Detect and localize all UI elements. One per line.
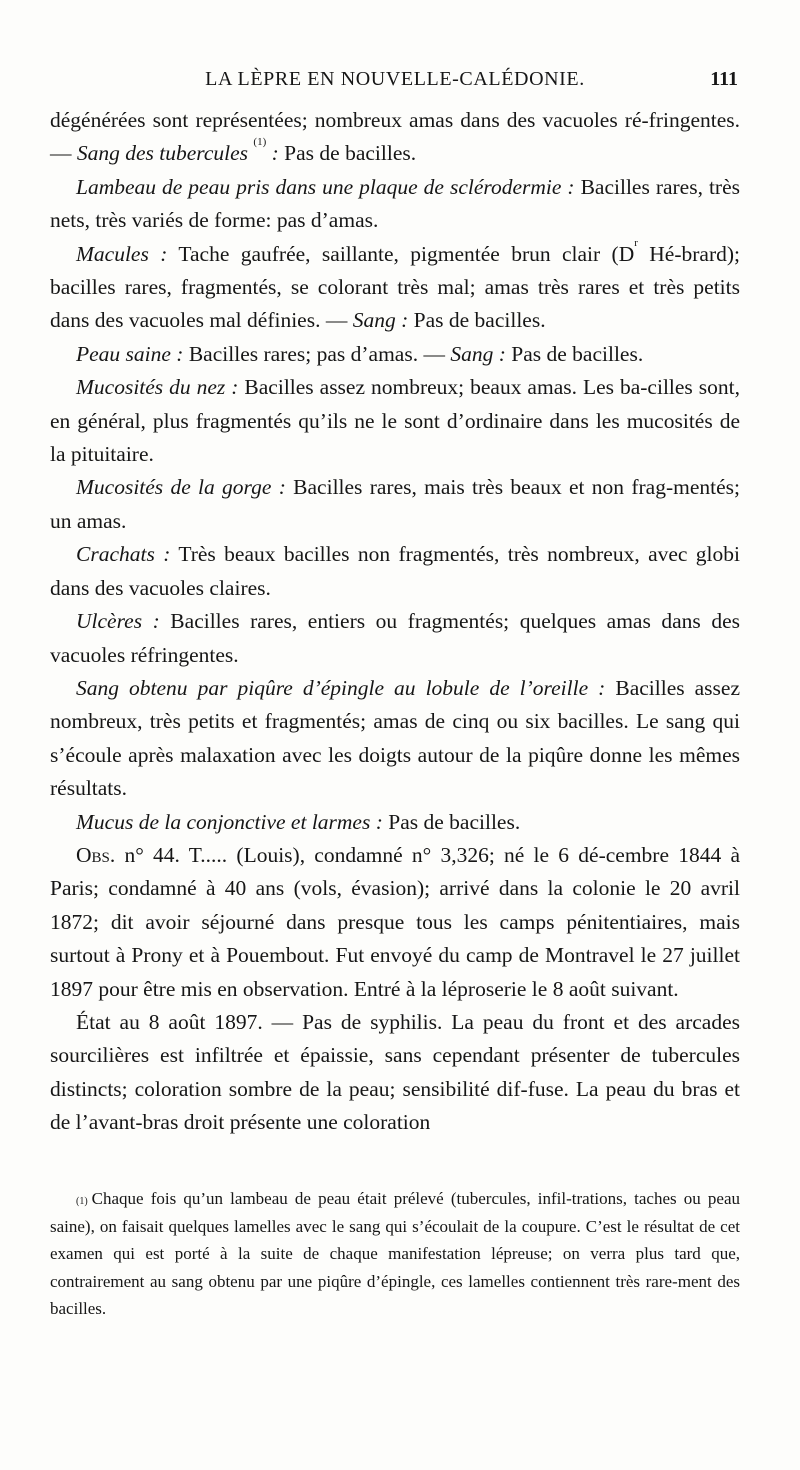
running-header xyxy=(50,66,740,96)
text-run: Obs. xyxy=(76,842,116,867)
italic-run: Mucosités de la gorge : xyxy=(76,475,286,500)
italic-run: Ulcères : xyxy=(76,609,160,634)
italic-run: Lambeau de peau pris dans une plaque de sclérodermie : xyxy=(76,174,575,199)
paragraph-p2 xyxy=(50,171,740,238)
footnote xyxy=(50,1185,740,1323)
text-run: Bacilles rares, entiers ou fragmentés; quelques amas dans des vacuoles réfringentes. xyxy=(50,609,740,667)
body-text xyxy=(50,104,740,1140)
page-number: 111 xyxy=(710,68,738,90)
paragraph-p1 xyxy=(50,104,740,171)
paragraph-p4 xyxy=(50,338,740,371)
italic-run: Crachats : xyxy=(76,542,171,567)
text-run: n° 44. T..... (Louis), condamné n° 3,326; né le 6 dé-cembre 1844 à Paris; condamné à 40 ans (vols, évasion); arrivé dans la colonie le 20 avril 1872; dit avoir séjourné dans presque tous les camps pénitentiaires, mais surtout à Prony et à Pouembout. Fut envoyé du camp de Montravel le 27 juillet 1897 pour être mis en observation. Entré à la léproserie le 8 août suivant. xyxy=(50,842,740,1001)
text-run: Bacilles rares; pas d’amas. — xyxy=(183,341,451,366)
superscript: r xyxy=(634,236,638,249)
italic-run: Sang : xyxy=(450,341,506,366)
text-run: Hé-brard); bacilles rares, fragmentés, se colorant très mal; amas très rares et très petits dans des vacuoles mal définies. — xyxy=(50,241,740,333)
footnotes xyxy=(50,1185,740,1323)
text-run: Bacilles rares, très nets, très variés de forme: pas d’amas. xyxy=(50,174,740,233)
text-run: Bacilles rares, mais très beaux et non frag-mentés; un amas. xyxy=(50,475,740,533)
text-run: dégénérées sont représentées; nombreux amas dans des vacuoles ré-fringentes. — xyxy=(50,108,740,166)
italic-run: : xyxy=(266,141,285,166)
paragraph-p12 xyxy=(50,1006,740,1140)
paragraph-p3 xyxy=(50,238,740,338)
italic-run: Sang des tubercules xyxy=(76,141,249,166)
text-run: Bacilles assez nombreux, très petits et fragmentés; amas de cinq ou six bacilles. Le sang qui s’écoule après malaxation avec les doigts autour de la piqûre donne les mêmes résultats. xyxy=(50,675,741,801)
footnote-mark: (1) xyxy=(76,1196,88,1207)
paragraph-p5 xyxy=(50,371,740,471)
paragraph-p9 xyxy=(50,672,740,806)
paragraph-p10 xyxy=(50,806,740,839)
text-run: Pas de bacilles. xyxy=(284,141,417,166)
italic-run: Sang : xyxy=(352,308,409,333)
text-run: État au 8 août 1897. — Pas de syphilis. La peau du front et des arcades sourcilières est infiltrée et épaissie, sans cependant présenter de tubercules distincts; coloration sombre de la peau; sensibilité dif-fuse. La peau du bras et de l’avant-bras droit présente une coloration xyxy=(50,1009,740,1135)
footnote-text: Chaque fois qu’un lambeau de peau était prélevé (tubercules, infil-trations, taches ou peau saine), on faisait quelques lamelles avec le sang qui s’écoulait de la coupure. C’est le résultat de cet examen qui est porté à la suite de chaque manifestation lépreuse; on verra plus tard que, contrairement au sang obtenu par une piqûre d’épingle, ces lamelles contiennent très rare-ment des bacilles. xyxy=(50,1189,740,1318)
paragraph-p7 xyxy=(50,538,740,605)
text-run: Très beaux bacilles non fragmentés, très nombreux, avec globi dans des vacuoles claires. xyxy=(50,542,741,600)
running-title: LA LÈPRE EN NOUVELLE-CALÉDONIE. xyxy=(205,68,585,90)
paragraph-p8 xyxy=(50,605,740,672)
text-run: Pas de bacilles. xyxy=(382,809,521,834)
text-run: Pas de bacilles. xyxy=(505,341,644,366)
text-run: Pas de bacilles. xyxy=(408,308,546,333)
italic-run: Mucus de la conjonctive et larmes : xyxy=(76,809,383,834)
superscript: (1) xyxy=(253,136,267,149)
italic-run: Macules : xyxy=(76,241,168,266)
italic-run: Mucosités du nez : xyxy=(76,375,239,400)
text-run: Bacilles assez nombreux; beaux amas. Les ba-cilles sont, en général, plus fragmentés qu’ils ne le sont d’ordinaire dans les mucosités de la pituitaire. xyxy=(50,375,740,467)
text-run: Tache gaufrée, saillante, pigmentée brun clair (D xyxy=(167,241,635,266)
italic-run: Peau saine : xyxy=(76,341,184,366)
italic-run: Sang obtenu par piqûre d’épingle au lobule de l’oreille : xyxy=(76,675,606,700)
paragraph-p11 xyxy=(50,839,740,1006)
paragraph-p6 xyxy=(50,471,740,538)
